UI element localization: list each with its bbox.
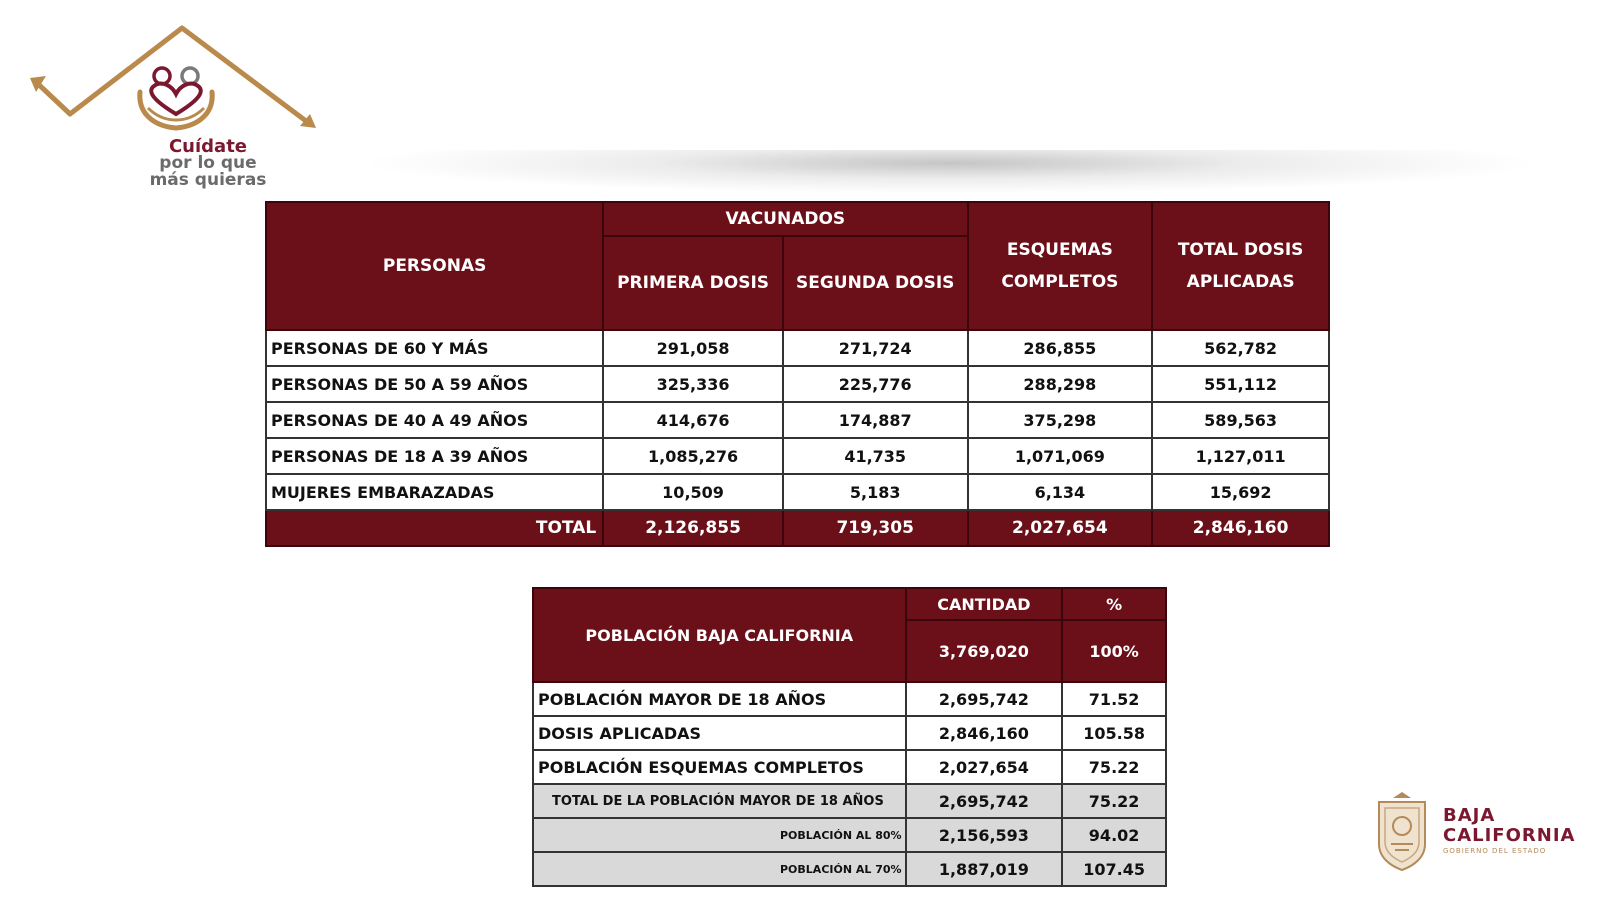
poblacion-total-cantidad: 3,769,020 [906, 620, 1063, 682]
total-segunda: 719,305 [783, 510, 968, 546]
table-row [266, 330, 1329, 366]
header-esquemas-completos: ESQUEMAS COMPLETOS [968, 202, 1153, 330]
cell-percent: 94.02 [1062, 818, 1166, 852]
table-row [533, 750, 1166, 784]
row-label: POBLACIÓN AL 70% [533, 852, 906, 886]
vaccination-table [265, 201, 1330, 547]
row-label: PERSONAS DE 18 A 39 AÑOS [266, 438, 603, 474]
cell-cantidad: 2,846,160 [906, 716, 1063, 750]
logo-line-2: por lo que [159, 153, 257, 173]
house-heart-icon [28, 22, 318, 142]
row-label: POBLACIÓN MAYOR DE 18 AÑOS [533, 682, 906, 716]
cell-total: 562,782 [1152, 330, 1329, 366]
table-row [533, 716, 1166, 750]
cell-esquemas: 288,298 [968, 366, 1153, 402]
cell-primera: 414,676 [603, 402, 783, 438]
cell-primera: 1,085,276 [603, 438, 783, 474]
table-row [266, 402, 1329, 438]
cell-cantidad: 2,695,742 [906, 682, 1063, 716]
table-row [533, 682, 1166, 716]
cell-segunda: 5,183 [783, 474, 968, 510]
table-row [533, 852, 1166, 886]
row-label: POBLACIÓN AL 80% [533, 818, 906, 852]
cell-segunda: 271,724 [783, 330, 968, 366]
cell-segunda: 225,776 [783, 366, 968, 402]
header-poblacion: POBLACIÓN BAJA CALIFORNIA [533, 588, 906, 682]
cell-total: 1,127,011 [1152, 438, 1329, 474]
row-label: MUJERES EMBARAZADAS [266, 474, 603, 510]
bc-line-2: CALIFORNIA [1443, 825, 1576, 846]
table-row [266, 438, 1329, 474]
cell-segunda: 41,735 [783, 438, 968, 474]
row-label: PERSONAS DE 60 Y MÁS [266, 330, 603, 366]
cell-total: 589,563 [1152, 402, 1329, 438]
table-row [266, 474, 1329, 510]
cell-total: 551,112 [1152, 366, 1329, 402]
header-divider [360, 150, 1540, 194]
header-cantidad: CANTIDAD [906, 588, 1063, 620]
cell-cantidad: 2,027,654 [906, 750, 1063, 784]
header-percent: % [1062, 588, 1166, 620]
baja-california-logo [1373, 792, 1588, 872]
poblacion-total-percent: 100% [1062, 620, 1166, 682]
cell-total: 15,692 [1152, 474, 1329, 510]
cell-percent: 107.45 [1062, 852, 1166, 886]
cell-cantidad: 1,887,019 [906, 852, 1063, 886]
row-label: TOTAL DE LA POBLACIÓN MAYOR DE 18 AÑOS [533, 784, 906, 818]
cell-cantidad: 2,156,593 [906, 818, 1063, 852]
header-vacunados: VACUNADOS [603, 202, 967, 236]
cell-percent: 75.22 [1062, 750, 1166, 784]
cell-primera: 325,336 [603, 366, 783, 402]
cell-esquemas: 1,071,069 [968, 438, 1153, 474]
header-primera-dosis: PRIMERA DOSIS [603, 236, 783, 330]
cell-percent: 105.58 [1062, 716, 1166, 750]
cell-segunda: 174,887 [783, 402, 968, 438]
header-total-dosis: TOTAL DOSIS APLICADAS [1152, 202, 1329, 330]
cell-primera: 10,509 [603, 474, 783, 510]
state-seal-icon [1373, 792, 1431, 872]
total-row [266, 510, 1329, 546]
cell-esquemas: 375,298 [968, 402, 1153, 438]
total-esquemas: 2,027,654 [968, 510, 1153, 546]
bc-subtitle: GOBIERNO DEL ESTADO [1443, 847, 1547, 855]
cuidate-logo [28, 22, 318, 197]
table-row [533, 818, 1166, 852]
row-label: POBLACIÓN ESQUEMAS COMPLETOS [533, 750, 906, 784]
population-table [532, 587, 1167, 887]
table-row [266, 366, 1329, 402]
row-label: DOSIS APLICADAS [533, 716, 906, 750]
total-label: TOTAL [266, 510, 603, 546]
total-primera: 2,126,855 [603, 510, 783, 546]
cell-cantidad: 2,695,742 [906, 784, 1063, 818]
header-segunda-dosis: SEGUNDA DOSIS [783, 236, 968, 330]
cell-primera: 291,058 [603, 330, 783, 366]
cell-esquemas: 6,134 [968, 474, 1153, 510]
table-row [533, 784, 1166, 818]
header-personas: PERSONAS [266, 202, 603, 330]
cell-esquemas: 286,855 [968, 330, 1153, 366]
bc-line-1: BAJA [1443, 805, 1496, 826]
row-label: PERSONAS DE 40 A 49 AÑOS [266, 402, 603, 438]
cell-percent: 71.52 [1062, 682, 1166, 716]
logo-line-1: Cuídate [168, 136, 248, 157]
row-label: PERSONAS DE 50 A 59 AÑOS [266, 366, 603, 402]
cell-percent: 75.22 [1062, 784, 1166, 818]
logo-line-3: más quieras [149, 170, 267, 190]
total-total: 2,846,160 [1152, 510, 1329, 546]
